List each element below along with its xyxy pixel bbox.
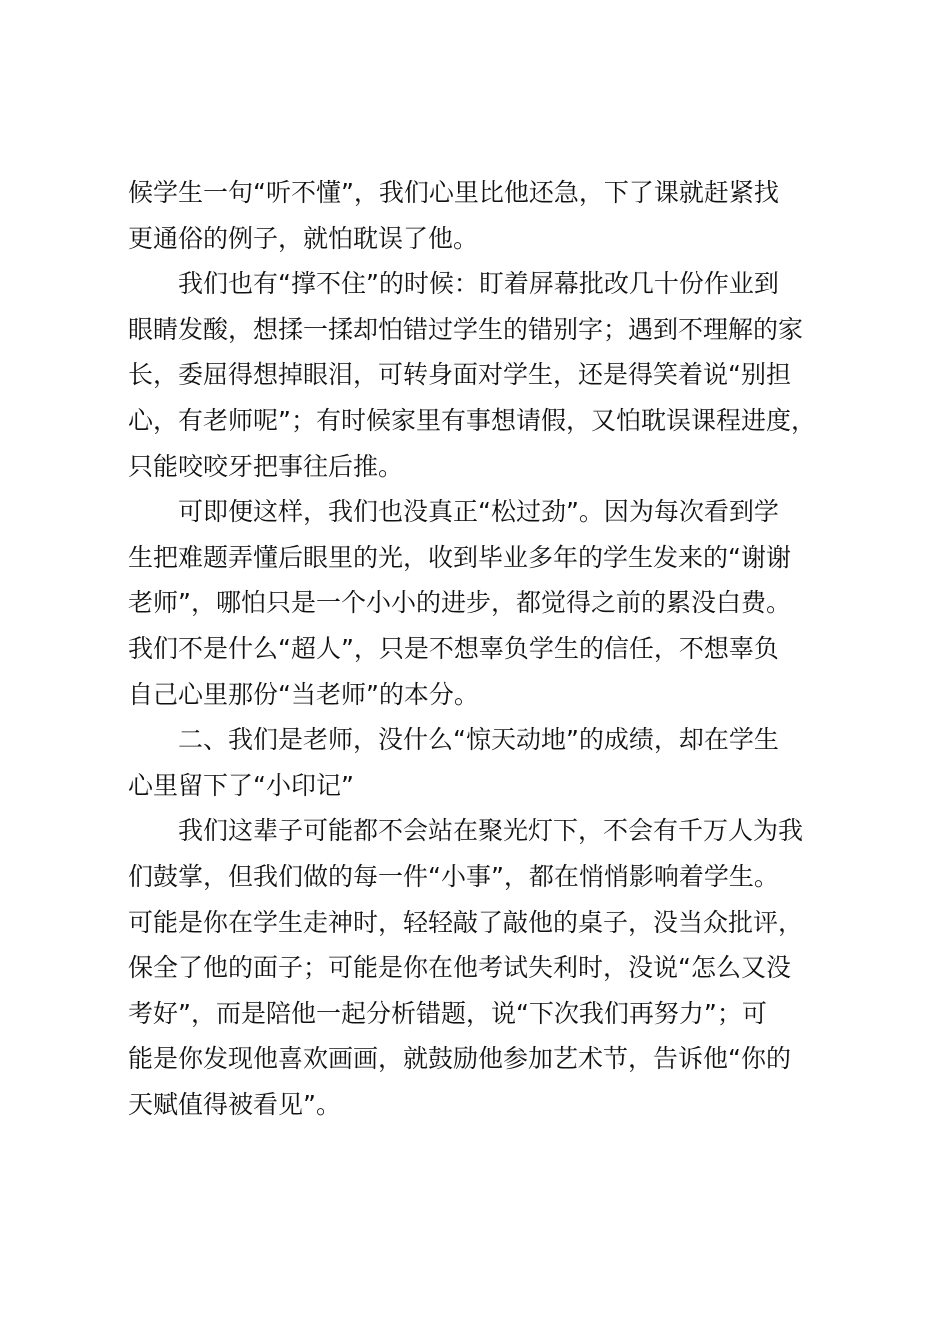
text-line: 候学生一句“听不懂”，我们心里比他还急，下了课就赶紧找	[128, 178, 779, 207]
text-line: 我们这辈子可能都不会站在聚光灯下，不会有千万人为我	[178, 816, 804, 846]
paragraph-body	[128, 261, 853, 489]
text-line: 天赋值得被看见”。	[128, 1089, 341, 1119]
text-line: 我们不是什么“超人”，只是不想辜负学生的信任，不想辜负	[128, 633, 779, 663]
document-body	[128, 170, 853, 1127]
paragraph-body	[128, 489, 853, 717]
text-line: 可能是你在学生走神时，轻轻敲了敲他的桌子，没当众批评，	[128, 907, 804, 937]
text-line: 只能咬咬牙把事往后推。	[128, 451, 404, 481]
text-line: 能是你发现他喜欢画画，就鼓励他参加艺术节，告诉他“你的	[128, 1044, 791, 1074]
text-line: 考好”，而是陪他一起分析错题，说“下次我们再努力”；可	[128, 998, 767, 1028]
paragraph-continuation	[128, 170, 853, 261]
text-line: 可即便这样，我们也没真正“松过劲”。因为每次看到学	[178, 497, 779, 527]
section-heading	[128, 717, 828, 808]
heading-line: 心里留下了“小印记”	[128, 770, 354, 800]
text-line: 长，委屈得想掉眼泪，可转身面对学生，还是得笑着说“别担	[128, 360, 791, 390]
text-line: 眼睛发酸，想揉一揉却怕错过学生的错别字；遇到不理解的家	[128, 314, 804, 344]
text-line: 自己心里那份“当老师”的本分。	[128, 679, 479, 709]
text-line: 们鼓掌，但我们做的每一件“小事”，都在悄悄影响着学生。	[128, 861, 779, 891]
text-line: 生把难题弄懂后眼里的光，收到毕业多年的学生发来的“谢谢	[128, 542, 791, 572]
text-line: 保全了他的面子；可能是你在他考试失利时，没说“怎么又没	[128, 953, 791, 983]
text-line: 心，有老师呢”；有时候家里有事想请假，又怕耽误课程进度，	[128, 405, 816, 435]
heading-line: 二、我们是老师，没什么“惊天动地”的成绩，却在学生	[178, 725, 779, 755]
text-line: 老师”，哪怕只是一个小小的进步，都觉得之前的累没白费。	[128, 588, 791, 618]
text-line: 更通俗的例子，就怕耽误了他。	[128, 223, 479, 253]
paragraph-body	[128, 808, 853, 1127]
text-line: 我们也有“撑不住”的时候：盯着屏幕批改几十份作业到	[178, 269, 779, 299]
